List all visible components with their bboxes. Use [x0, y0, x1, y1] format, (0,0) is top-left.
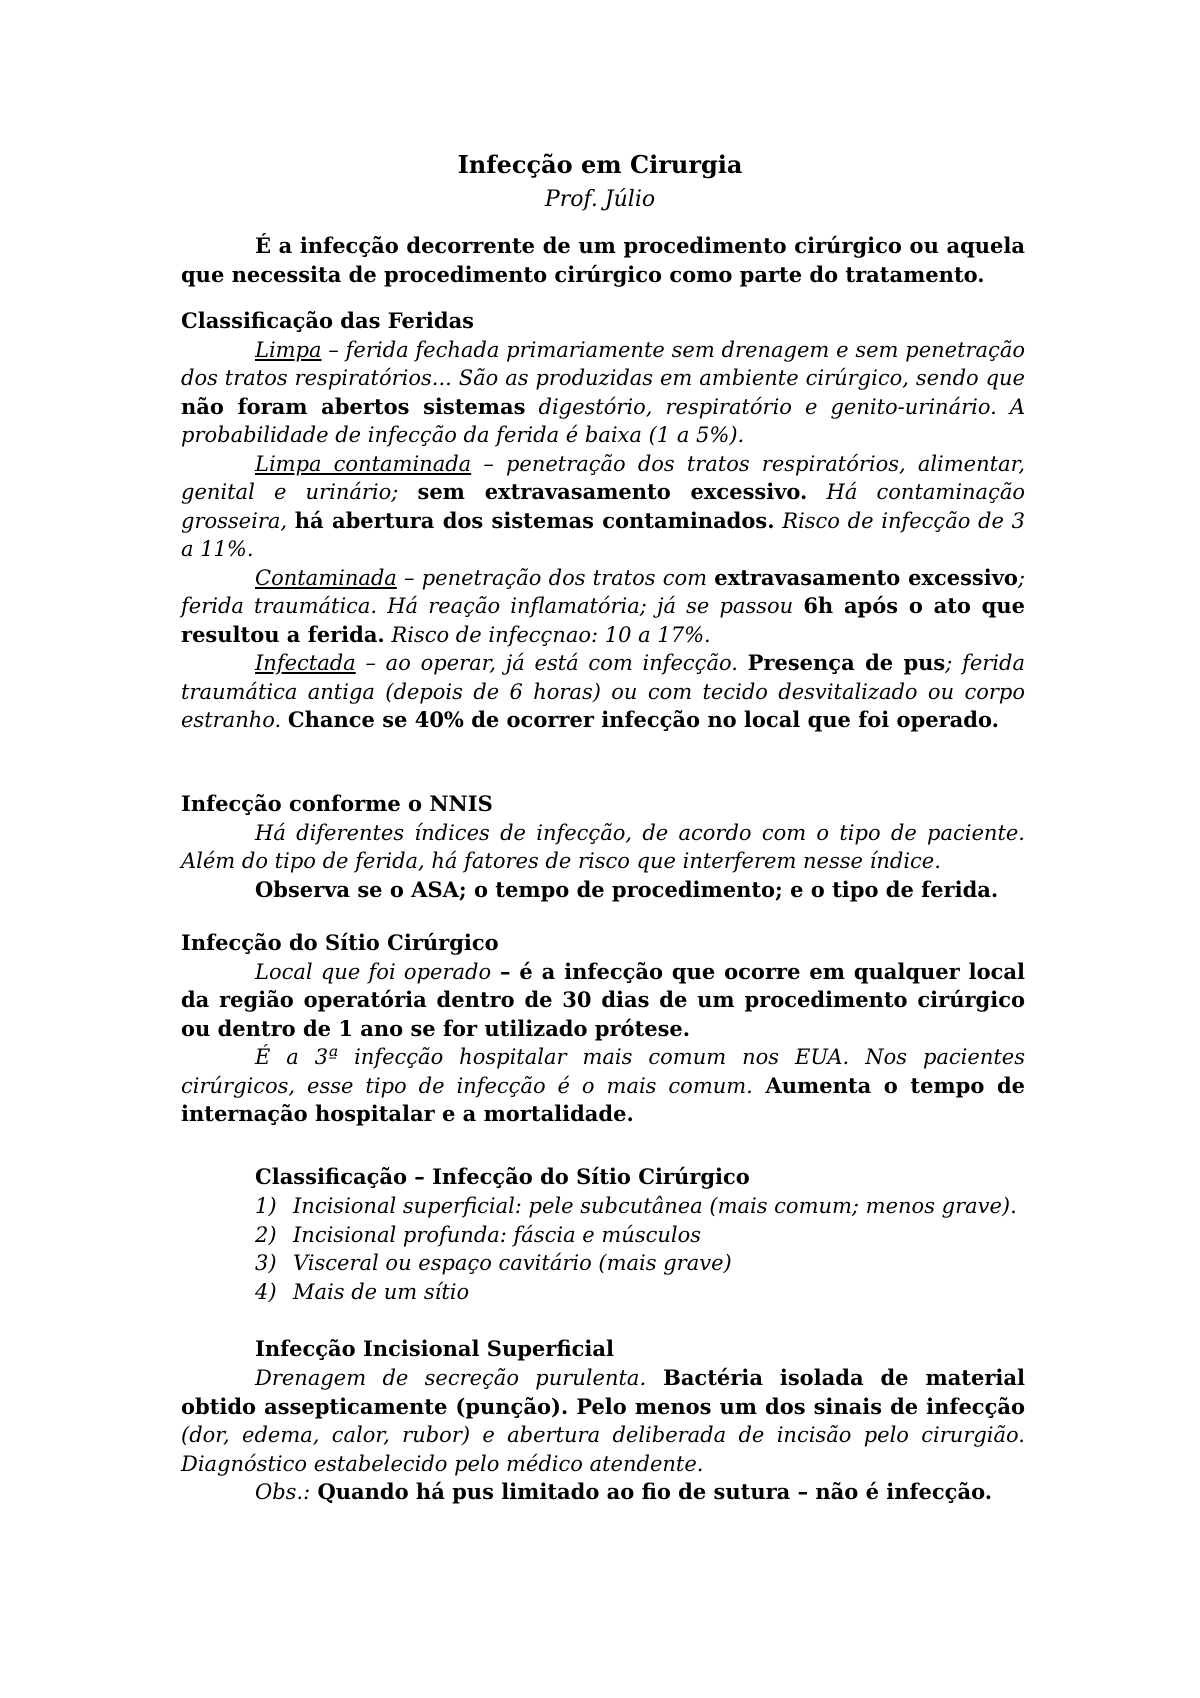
limpa-text-2: digestório, respiratório e genito-urinário. A probabilidade de infecção da ferida é baixa (1 a 5%). — [181, 394, 1025, 447]
cont-bold-2: 6h após o ato que resultou a ferida. — [181, 593, 1025, 647]
lc-text-3: Risco de infecção de 3 a 11%. — [181, 508, 1026, 561]
intro-paragraph — [181, 232, 1025, 289]
section-feridas — [181, 307, 1025, 735]
superficial-italic-1: Drenagem de secreção purulenta. — [255, 1366, 647, 1390]
sitio-heading: Infecção do Sítio Cirúrgico — [181, 930, 499, 955]
list-item-number: 1) — [255, 1194, 277, 1218]
sitio-p1-italic: Local que foi operado — [255, 959, 492, 984]
nnis-paragraph-2: Observa se o ASA; o tempo de procedimento; e o tipo de ferida. — [255, 876, 999, 902]
intro-text: É a infecção decorrente de um procedimento cirúrgico ou aquela que necessita de procedimento cirúrgico como parte do tratamento. — [181, 233, 1025, 287]
sitio-paragraph-1 — [181, 958, 1025, 1044]
limpa-bold-1: não foram abertos sistemas — [181, 393, 526, 419]
nnis-paragraph-1: Há diferentes índices de infecção, de acordo com o tipo de paciente. Além do tipo de ferida, há fatores de risco que interferem nesse índice. — [181, 820, 1025, 873]
obs-paragraph — [181, 1478, 1025, 1507]
feridas-heading: Classificação das Feridas — [181, 308, 474, 333]
inf-text-2: ; ferida traumática antiga (depois de 6 horas) ou com tecido desvitalizado ou corpo estranho. — [181, 651, 1025, 732]
sitio-p2-italic: É a 3ª infecção hospitalar mais comum nos EUA. Nos pacientes cirúrgicos, esse tipo de infecção é o mais comum. — [181, 1045, 1025, 1098]
superficial-bold-1: Bactéria isolada de material obtido assepticamente (punção). Pelo menos um dos sinais de infecção — [181, 1365, 1025, 1419]
paragraph-limpa-contaminada — [181, 450, 1025, 564]
inf-bold-1: Presença de pus — [747, 650, 946, 675]
list-item-text: Visceral ou espaço cavitário (mais grave) — [293, 1251, 732, 1275]
superficial-paragraph — [181, 1364, 1025, 1478]
inf-text-1: – ao operar, já está com infecção. — [355, 651, 748, 675]
superficial-heading-block — [255, 1335, 1025, 1364]
superficial-italic-2: (dor, edema, calor, rubor) e abertura deliberada de incisão pelo cirurgião. Diagnóstico estabelecido pelo médico atendente. — [181, 1423, 1025, 1476]
section-nnis — [181, 790, 1025, 904]
cont-bold-1: extravasamento excessivo — [714, 564, 1018, 590]
lc-bold-1: sem extravasamento excessivo. — [417, 479, 808, 504]
sitio-p2-bold: Aumenta o tempo de internação hospitalar e a mortalidade. — [181, 1072, 1025, 1126]
lc-bold-2: há abertura dos sistemas contaminados. — [294, 507, 775, 533]
obs-label: Obs.: — [255, 1480, 311, 1504]
contaminada-label: Contaminada — [255, 565, 397, 590]
superficial-heading: Infecção Incisional Superficial — [255, 1336, 614, 1361]
cont-text-3: Risco de infecçnao: 10 a 17%. — [384, 622, 711, 647]
section-superficial — [181, 1364, 1025, 1507]
inf-bold-2: Chance se 40% de ocorrer infecção no local que foi operado. — [287, 707, 999, 732]
lc-text-2: Há contaminação grosseira, — [181, 480, 1026, 533]
obs-text: Quando há pus limitado ao fio de sutura – não é infecção. — [310, 1479, 993, 1504]
infectada-label: Infectada — [255, 651, 356, 675]
classificacao-list — [255, 1192, 1055, 1306]
list-item-number: 4) — [255, 1279, 277, 1304]
document-author: Prof. Júlio — [544, 187, 656, 212]
list-item — [255, 1192, 1055, 1221]
classificacao-heading: Classificação – Infecção do Sítio Cirúrgico — [255, 1164, 750, 1189]
limpa-contaminada-label: Limpa contaminada — [255, 451, 472, 476]
cont-text-1: – penetração dos tratos com — [396, 565, 715, 590]
list-item — [255, 1221, 1055, 1250]
limpa-label: Limpa — [255, 337, 322, 362]
paragraph-infectada — [181, 649, 1025, 735]
lc-text-1: – penetração dos tratos respiratórios, alimentar, genital e urinário; — [181, 451, 1026, 504]
list-item-number: 2) — [255, 1222, 277, 1247]
paragraph-contaminada — [181, 564, 1025, 650]
list-item — [255, 1249, 1055, 1278]
classificacao-heading-block — [255, 1163, 1025, 1192]
list-item — [255, 1278, 1055, 1307]
limpa-text-1: – ferida fechada primariamente sem drenagem e sem penetração dos tratos respiratórios... São as produzidas em ambiente cirúrgico, sendo que — [181, 337, 1025, 390]
section-sitio — [181, 929, 1025, 1129]
sitio-p1-bold: – é a infecção que ocorre em qualquer local da região operatória dentro de 30 dias de um procedimento cirúrgico ou dentro de 1 ano se for utilizado prótese. — [181, 958, 1025, 1041]
cont-text-2: ; ferida traumática. Há reação inflamatória; já se passou — [181, 565, 1026, 618]
paragraph-limpa — [181, 336, 1025, 450]
nnis-heading: Infecção conforme o NNIS — [181, 791, 493, 816]
list-item-number: 3) — [255, 1251, 277, 1275]
sitio-paragraph-2 — [181, 1043, 1025, 1129]
list-item-text: Incisional superficial: pele subcutânea (mais comum; menos grave). — [293, 1194, 1017, 1218]
document-title: Infecção em Cirurgia — [457, 150, 743, 179]
list-item-text: Incisional profunda: fáscia e músculos — [293, 1222, 702, 1247]
list-item-text: Mais de um sítio — [293, 1279, 470, 1304]
